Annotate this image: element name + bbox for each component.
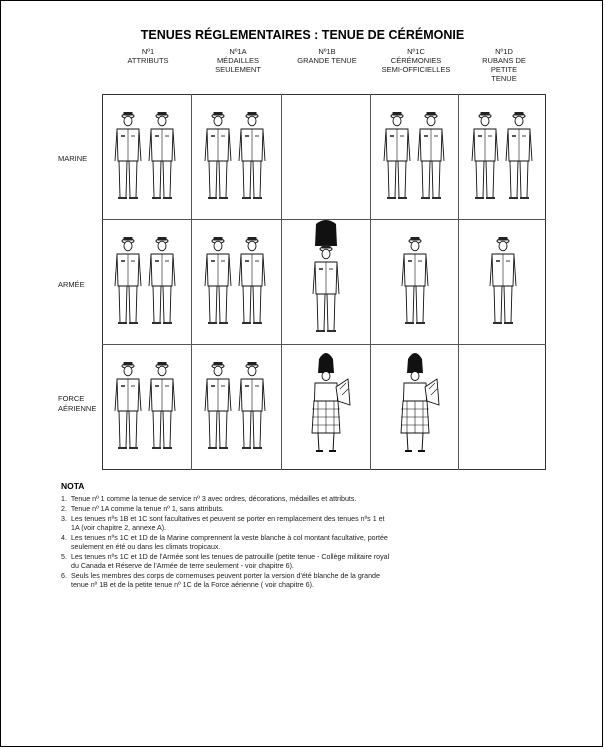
- column-label: ATTRIBUTS: [127, 56, 169, 65]
- uniform-illustration-marine-1c: [371, 95, 459, 219]
- column-header-1: [103, 47, 193, 65]
- nota-item: [61, 515, 391, 532]
- column-header-1d: [459, 47, 549, 83]
- row-label-force-aerienne: FORCE AÉRIENNE: [58, 394, 97, 413]
- page-title: TENUES RÉGLEMENTAIRES : TENUE DE CÉRÉMONIE: [140, 28, 465, 42]
- nota-text: Tenue nº 1 comme la tenue de service nº 3 avec ordres, décorations, médailles et attributs.: [70, 495, 357, 503]
- nota-item: [61, 553, 391, 570]
- nota-text: Les tenues nºs 1C et 1D de l'Armée sont les tenues de patrouille (petite tenue - Collège militaire royal du Canada et Réserve de l'Armée de terre seulement - voir chapitre 6).: [70, 553, 390, 570]
- column-header-1b: [282, 47, 372, 65]
- uniform-illustration-force-aerienne-1a: [192, 345, 280, 469]
- uniform-illustration-force-aerienne-1: [102, 345, 190, 469]
- nota-text: Les tenues nºs 1C et 1D de la Marine comprennent la veste blanche à col montant facultative, portée seulement en été ou dans les climats tropicaux.: [70, 534, 388, 552]
- column-header-1a: [192, 47, 284, 74]
- row-label-armee: ARMÉE: [58, 280, 85, 289]
- column-label: RUBANS DE PETITE TENUE: [482, 56, 526, 83]
- nota-number: 2.: [61, 505, 67, 514]
- column-number: Nº1B: [318, 47, 336, 56]
- uniform-illustration-armee-1d: [459, 220, 547, 344]
- nota-text: Tenue nº 1A comme la tenue nº 1, sans attributs.: [70, 505, 224, 514]
- nota-number: 6.: [61, 572, 67, 581]
- nota-list: [61, 495, 391, 591]
- uniform-illustration-armee-1c: [371, 220, 459, 344]
- column-number: Nº1A: [229, 47, 247, 56]
- nota-item: [61, 505, 391, 514]
- uniform-illustration-armee-1: [102, 220, 190, 344]
- row-label-marine: MARINE: [58, 154, 88, 163]
- nota-text: Les tenues nºs 1B et 1C sont facultatives et peuvent se porter en remplacement des tenues nºs 1 et 1A (voir chapitre 2, annexe A).: [70, 515, 385, 533]
- column-number: Nº1D: [495, 47, 513, 56]
- nota-text: Seuls les membres des corps de cornemuses peuvent porter la version d'été blanche de la grande tenue nº 1B et de la petite tenue nº 1C de la Force aérienne ( voir chapitre 6).: [70, 572, 380, 589]
- column-number: Nº1C: [407, 47, 425, 56]
- uniform-illustration-marine-1a: [192, 95, 280, 219]
- uniform-illustration-force-aerienne-1b: [282, 345, 370, 469]
- nota-item: [61, 495, 391, 504]
- uniform-illustration-marine-1d: [459, 95, 547, 219]
- nota-item: [61, 572, 391, 589]
- uniform-illustration-armee-1b: [282, 220, 370, 344]
- column-label: CÉRÉMONIES SEMI-OFFICIELLES: [381, 56, 451, 74]
- column-label: MÉDAILLES SEULEMENT: [215, 56, 261, 74]
- uniform-illustration-force-aerienne-1c: [371, 345, 459, 469]
- nota-number: 1.: [61, 495, 67, 503]
- column-label: GRANDE TENUE: [297, 56, 357, 65]
- uniform-illustration-marine-1: [102, 95, 190, 219]
- column-header-1c: [371, 47, 461, 74]
- column-number: Nº1: [141, 47, 155, 56]
- uniform-illustration-armee-1a: [192, 220, 280, 344]
- nota-heading: NOTA: [61, 481, 85, 491]
- nota-item: [61, 534, 391, 551]
- nota-number: 5.: [61, 553, 67, 562]
- nota-number: 4.: [61, 534, 67, 543]
- nota-number: 3.: [61, 515, 67, 524]
